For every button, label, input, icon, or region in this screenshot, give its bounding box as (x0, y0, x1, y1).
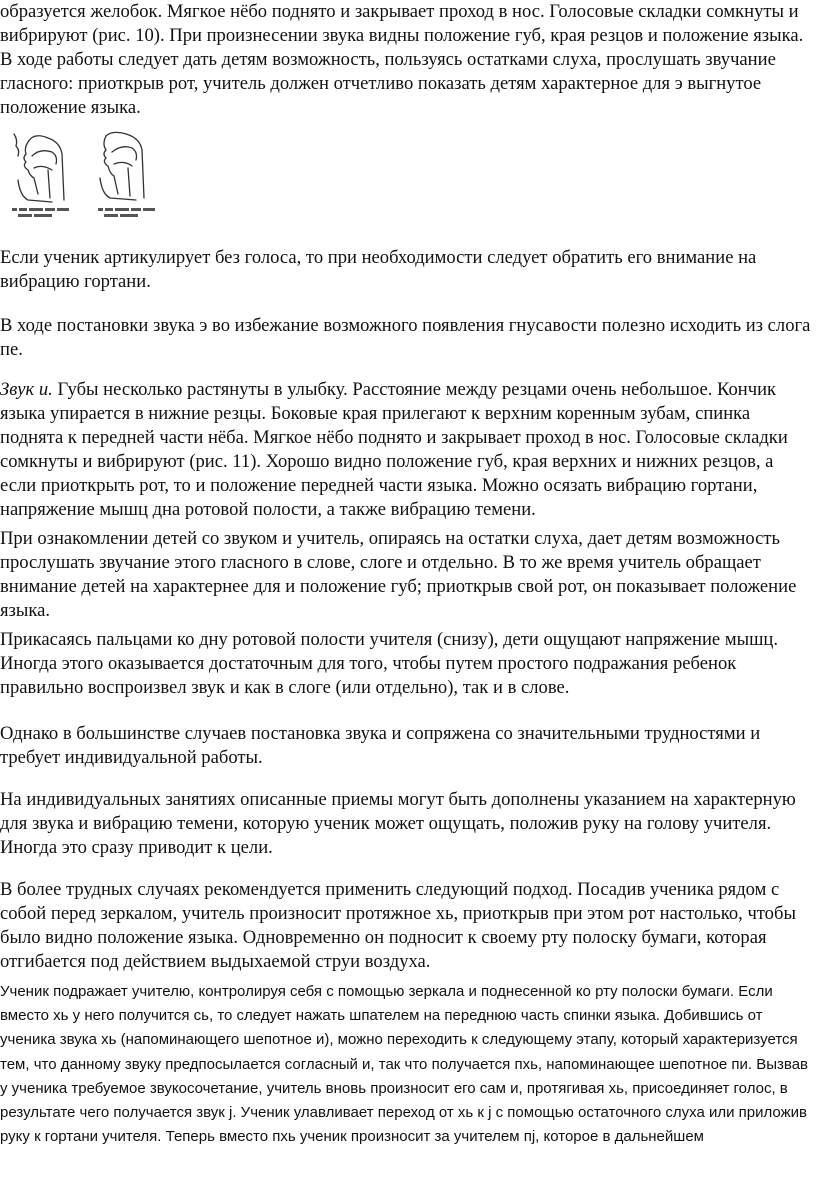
paragraph-7: Однако в большинстве случаев постановка звука и сопряжена со значительными трудностями и требует индивидуальной работы. (0, 723, 761, 768)
paragraph-1: образуется желобок. Мягкое нёбо поднято и закрывает проход в нос. Голосовые складки сомкнуты и вибрируют (рис. 10). При произнесении звука видны положение губ, края резцов и положение языка. В ходе работы следует дать детям возможность, пользуясь остатками слуха, прослушать звучание гласного: приоткрыв рот, учитель должен отчетливо показать детям характерное для э выгнутое положение языка. (0, 1, 804, 118)
paragraph-4 (0, 378, 814, 522)
articulation-e-figure (8, 124, 88, 222)
paragraph-4-lead: Звук и. (0, 379, 53, 400)
figures-row (0, 124, 240, 224)
paragraph-3: В ходе постановки звука э во избежание возможного появления гнусавости полезно исходить из слога пе. (0, 315, 811, 360)
articulation-i-figure (96, 124, 176, 222)
paragraph-10: Ученик подражает учителю, контролируя себя с помощью зеркала и поднесенной ко рту полоски бумаги. Если вместо хь у него получится сь, то следует нажать шпателем на переднюю часть спинки языка. Добившись от ученика звука хь (напоминающего шепотное и), можно переходить к следующему этапу, который характеризуется тем, что данному звуку предпосылается согласный и, так что получается пхь, напоминающее шепотное пи. Вызвав у ученика требуемое звукосочетание, учитель вновь произносит его сам и, протягивая хь, присоединяет голос, в результате чего получается звук j. Ученик улавливает переход от хь к j с помощью остаточного слуха или приложив руку к гортани учителя. Теперь вместо пхь ученик произносит за учителем пj, которое в дальнейшем (0, 983, 809, 1146)
paragraph-2: Если ученик артикулирует без голоса, то при необходимости следует обратить его внимание на вибрацию гортани. (0, 247, 757, 292)
paragraph-6: Прикасаясь пальцами ко дну ротовой полости учителя (снизу), дети ощущают напряжение мышц. Иногда этого оказывается достаточным для того, чтобы путем простого подражания ребенок правильно воспроизвел звук и как в слоге (или отдельно), так и в слове. (0, 629, 778, 698)
paragraph-9: В более трудных случаях рекомендуется применить следующий подход. Посадив ученика рядом с собой перед зеркалом, учитель произносит протяжное хь, приоткрыв при этом рот настолько, чтобы было видно положение языка. Одновременно он подносит к своему рту полоску бумаги, которая отгибается под действием выдыхаемой струи воздуха. (0, 879, 796, 972)
paragraph-4-body: Губы несколько растянуты в улыбку. Расстояние между резцами очень небольшое. Кончик языка упирается в нижние резцы. Боковые края прилегают к верхним коренным зубам, спинка поднята к передней части нёба. Мягкое нёбо поднято и закрывает проход в нос. Голосовые складки сомкнуты и вибрируют (рис. 11). Хорошо видно положение губ, края верхних и нижних резцов, а если приоткрыть рот, то и положение передней части языка. Можно осязать вибрацию гортани, напряжение мышц дна ротовой полости, а также вибрацию темени. (0, 379, 788, 520)
paragraph-8: На индивидуальных занятиях описанные приемы могут быть дополнены указанием на характерную для звука и вибрацию темени, которую ученик может ощущать, положив руку на голову учителя. Иногда это сразу приводит к цели. (0, 789, 796, 858)
paragraph-5: При ознакомлении детей со звуком и учитель, опираясь на остатки слуха, дает детям возможность прослушать звучание этого гласного в слове, слоге и отдельно. В то же время учитель обращает внимание детей на характернее для и положение губ; приоткрыв свой рот, он показывает положение языка. (0, 528, 797, 621)
